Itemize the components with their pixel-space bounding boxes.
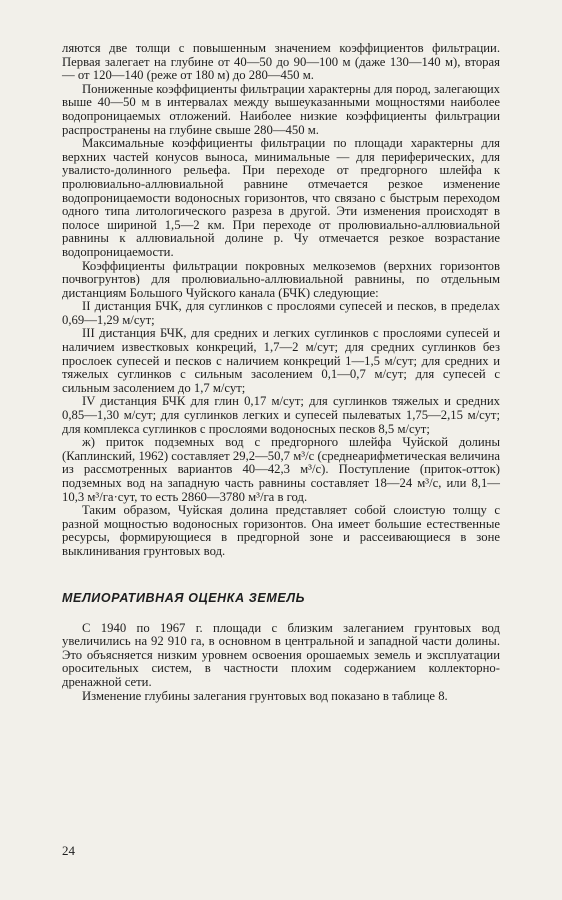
paragraph: II дистанция БЧК, для суглинков с прослоями супесей и песков, в пределах 0,69—1,29 м/сут; [62, 299, 500, 327]
paragraph: Пониженные коэффициенты фильтрации характерны для пород, залегающих выше 40—50 м в интервалах между вышеуказанными мощностями наиболее водопроницаемых отложений. Наиболее низкие коэффициенты фильтрации распространены на глубине свыше 280—450 м. [62, 81, 500, 137]
paragraph: IV дистанция БЧК для глин 0,17 м/сут; для суглинков тяжелых и средних 0,85—1,30 м/сут; для суглинков легких и супесей пылеватых 1,75—2,15 м/сут; для комплекса суглинков с прослоями водоносных песков 8,5 м/сут; [62, 394, 500, 436]
paragraph: Изменение глубины залегания грунтовых вод показано в таблице 8. [82, 688, 448, 703]
body-text-top [62, 42, 500, 559]
paragraph: С 1940 по 1967 г. площади с близким залеганием грунтовых вод увеличились на 92 910 га, в основном в центральной и западной части долины. Это объясняется низким уровнем освоения орошаемых земель и эксплуатации оросительных систем, в частности плохим содержанием коллекторно-дренажной сети. [62, 620, 500, 689]
paragraph: Таким образом, Чуйская долина представляет собой слоистую толщу с разной мощностью водоносных горизонтов. Она имеет большие естественные ресурсы, формирующиеся в предгорной зоне и рассеивающиеся в зоне выклинивания грунтовых вод. [62, 503, 500, 558]
body-text-bottom [62, 622, 500, 704]
paragraph: III дистанция БЧК, для средних и легких суглинков с прослоями супесей и наличием известковых конкреций, 1,7—2 м/сут; для средних суглинков без прослоек супесей и песков с наличием конкреций 1—1,5 м/сут; для средних и тяжелых суглинков с сильным засолением 0,1—0,7 м/сут; для супесей с сильным засолением до 1,7 м/сут; [62, 326, 500, 395]
page-number: 24 [62, 843, 75, 858]
paragraph: ляются две толщи с повышенным значением коэффициентов фильтрации. Первая залегает на глубине от 40—50 до 90—100 м (даже 130—140 м), вторая — от 120—140 (реже от 180 м) до 280—450 м. [62, 41, 500, 83]
paragraph: Коэффициенты фильтрации покровных мелкоземов (верхних горизонтов почвогрунтов) для пролювиально-аллювиальной равнины, по отдельным дистанциям Большого Чуйского канала (БЧК) следующие: [62, 258, 500, 300]
paragraph: ж) приток подземных вод с предгорного шлейфа Чуйской долины (Каплинский, 1962) составляет 29,2—50,7 м³/с (среднеарифметическая величина из рассмотренных вариантов 40—42,3 м³/с). Поступление (приток-отток) подземных вод на западную часть равнины составляет 18—24 м³/с, или 8,1—10,3 м³/га·сут, то есть 2860—3780 м³/га в год. [62, 435, 500, 504]
section-heading: МЕЛИОРАТИВНАЯ ОЦЕНКА ЗЕМЕЛЬ [62, 590, 306, 605]
paragraph: Максимальные коэффициенты фильтрации по площади характерны для верхних частей конусов выноса, минимальные — для периферических, для увалисто-долинного рельефа. При переходе от предгорного шлейфа к пролювиально-аллювиальной равнине отмечается резкое изменение водопроницаемости водоносных горизонтов, что связано с быстрым переходом одного типа литологического разреза в другой. Эти изменения происходят в полосе шириной 1,5—2 км. При переходе от пролювиально-аллювиальной равнины к аллювиальной долине р. Чу отмечается резкое возрастание водопроницаемости. [62, 136, 500, 259]
